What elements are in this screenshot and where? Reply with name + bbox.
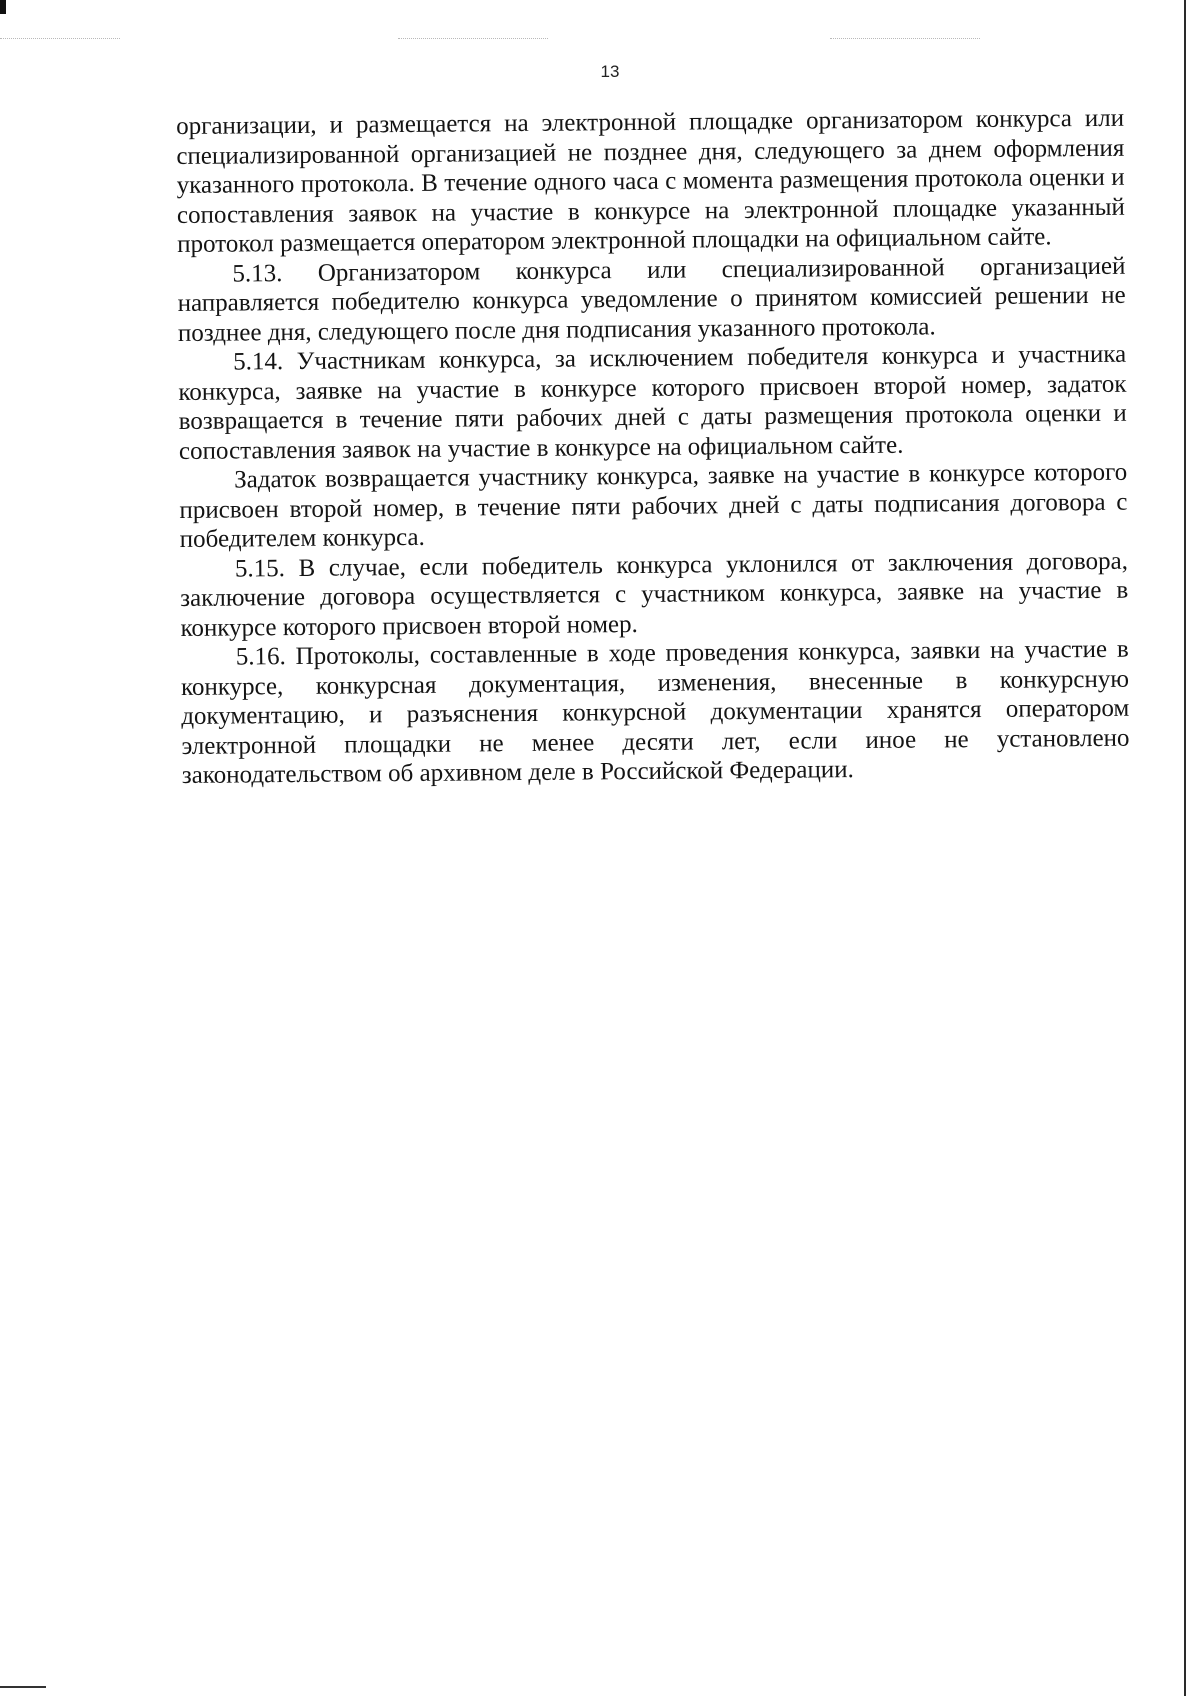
paragraph-5-14: 5.14. Участникам конкурса, за исключением победителя конкурса и участника конкурса, заявке на участие в конкурсе которого присвоен второй номер, задаток возвращается в течение пяти рабочих дней с даты размещения протокола оценки и сопоставления заявок на участие в конкурсе на официальном сайте.	[178, 340, 1127, 465]
scan-header-artifact	[398, 38, 548, 41]
page-number: 13	[600, 62, 620, 81]
scan-bottom-mark	[0, 1686, 46, 1688]
paragraph-deposit-return: Задаток возвращается участнику конкурса, заявке на участие в конкурсе которого присвоен второй номер, в течение пяти рабочих дней с даты подписания договора с победителем конкурса.	[179, 458, 1128, 553]
document-body	[176, 104, 1130, 791]
scan-corner-mark	[0, 0, 6, 14]
paragraph-5-16: 5.16. Протоколы, составленные в ходе проведения конкурса, заявки на участие в конкурсе, конкурсная документация, изменения, внесенные в конкурсную документацию, и разъяснения конкурсной документации хранятся оператором электронной площадки не менее десяти лет, если иное не установлено законодательством об архивном деле в Российской Федерации.	[180, 635, 1130, 789]
scan-header-artifact	[830, 38, 980, 41]
paragraph-5-13: 5.13. Организатором конкурса или специализированной организацией направляется победителю конкурса уведомление о принятом комиссией решении не позднее дня, следующего после дня подписания указанного протокола.	[177, 252, 1126, 347]
scan-header-artifact	[0, 38, 120, 41]
scan-page-edge	[1184, 0, 1186, 1696]
paragraph-continuation: организации, и размещается на электронной площадке организатором конкурса или специализированной организацией не позднее дня, следующего за днем оформления указанного протокола. В течение одного часа с момента размещения протокола оценки и сопоставления заявок на участие в конкурсе на электронной площадке указанный протокол размещается оператором электронной площадки на официальном сайте.	[176, 104, 1125, 258]
paragraph-5-15: 5.15. В случае, если победитель конкурса уклонился от заключения договора, заключение договора осуществляется с участником конкурса, заявке на участие в конкурсе которого присвоен второй номер.	[180, 547, 1129, 642]
